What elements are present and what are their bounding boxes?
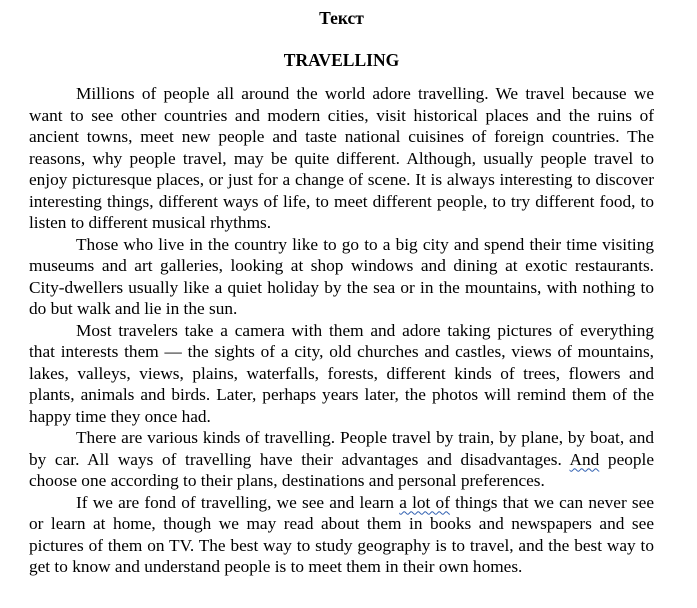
grammar-flag[interactable]: And — [569, 449, 600, 469]
paragraph-2: Those who live in the country like to go to a big city and spend their time visiting museums and art galleries, looking at shop windows and dining at exotic restaurants. City-dwellers usually like a quiet holiday by the sea or in the mountains, with nothing to do but walk and lie in the sun. — [29, 234, 654, 318]
paragraph-4-text-after: people choose one according to their plans, destinations and personal preferences. — [29, 449, 654, 490]
grammar-flag[interactable]: a lot of — [399, 492, 450, 512]
document-title: TRAVELLING — [283, 50, 400, 70]
document-body — [29, 83, 654, 578]
document-label: Текст — [319, 8, 364, 28]
paragraph-5-text-after: things that we can never see or learn at home, though we may read about them in books and newspapers and see pictures of them on TV. The best way to study geography is to travel, and the best way to get to know and understand people is to meet them in their own homes. — [29, 492, 654, 576]
paragraph-4 — [29, 427, 654, 492]
paragraph-5 — [29, 492, 654, 578]
paragraph-3: Most travelers take a camera with them and adore taking pictures of everything that interests them — the sights of a city, old churches and castles, views of mountains, lakes, valleys, views, plains, waterfalls, forests, different kinds of trees, flowers and plants, animals and birds. Later, perhaps years later, the photos will remind them of the happy time they once had. — [29, 320, 654, 426]
paragraph-4-text-before: There are various kinds of travelling. People travel by train, by plane, by boat, and by car. All ways of travelling have their advantages and disadvantages. — [29, 428, 654, 469]
paragraph-5-text-before: If we are fond of travelling, we see and learn — [76, 492, 400, 512]
paragraph-1: Millions of people all around the world adore travelling. We travel because we want to see other countries and modern cities, visit historical places and the ruins of ancient towns, meet new people and taste national cuisines of foreign countries. The reasons, why people travel, may be quite different. Although, usually people travel to enjoy picturesque places, or just for a change of scene. It is always interesting to discover interesting things, different ways of life, to meet different people, to try different food, to listen to different musical rhythms. — [29, 84, 654, 232]
